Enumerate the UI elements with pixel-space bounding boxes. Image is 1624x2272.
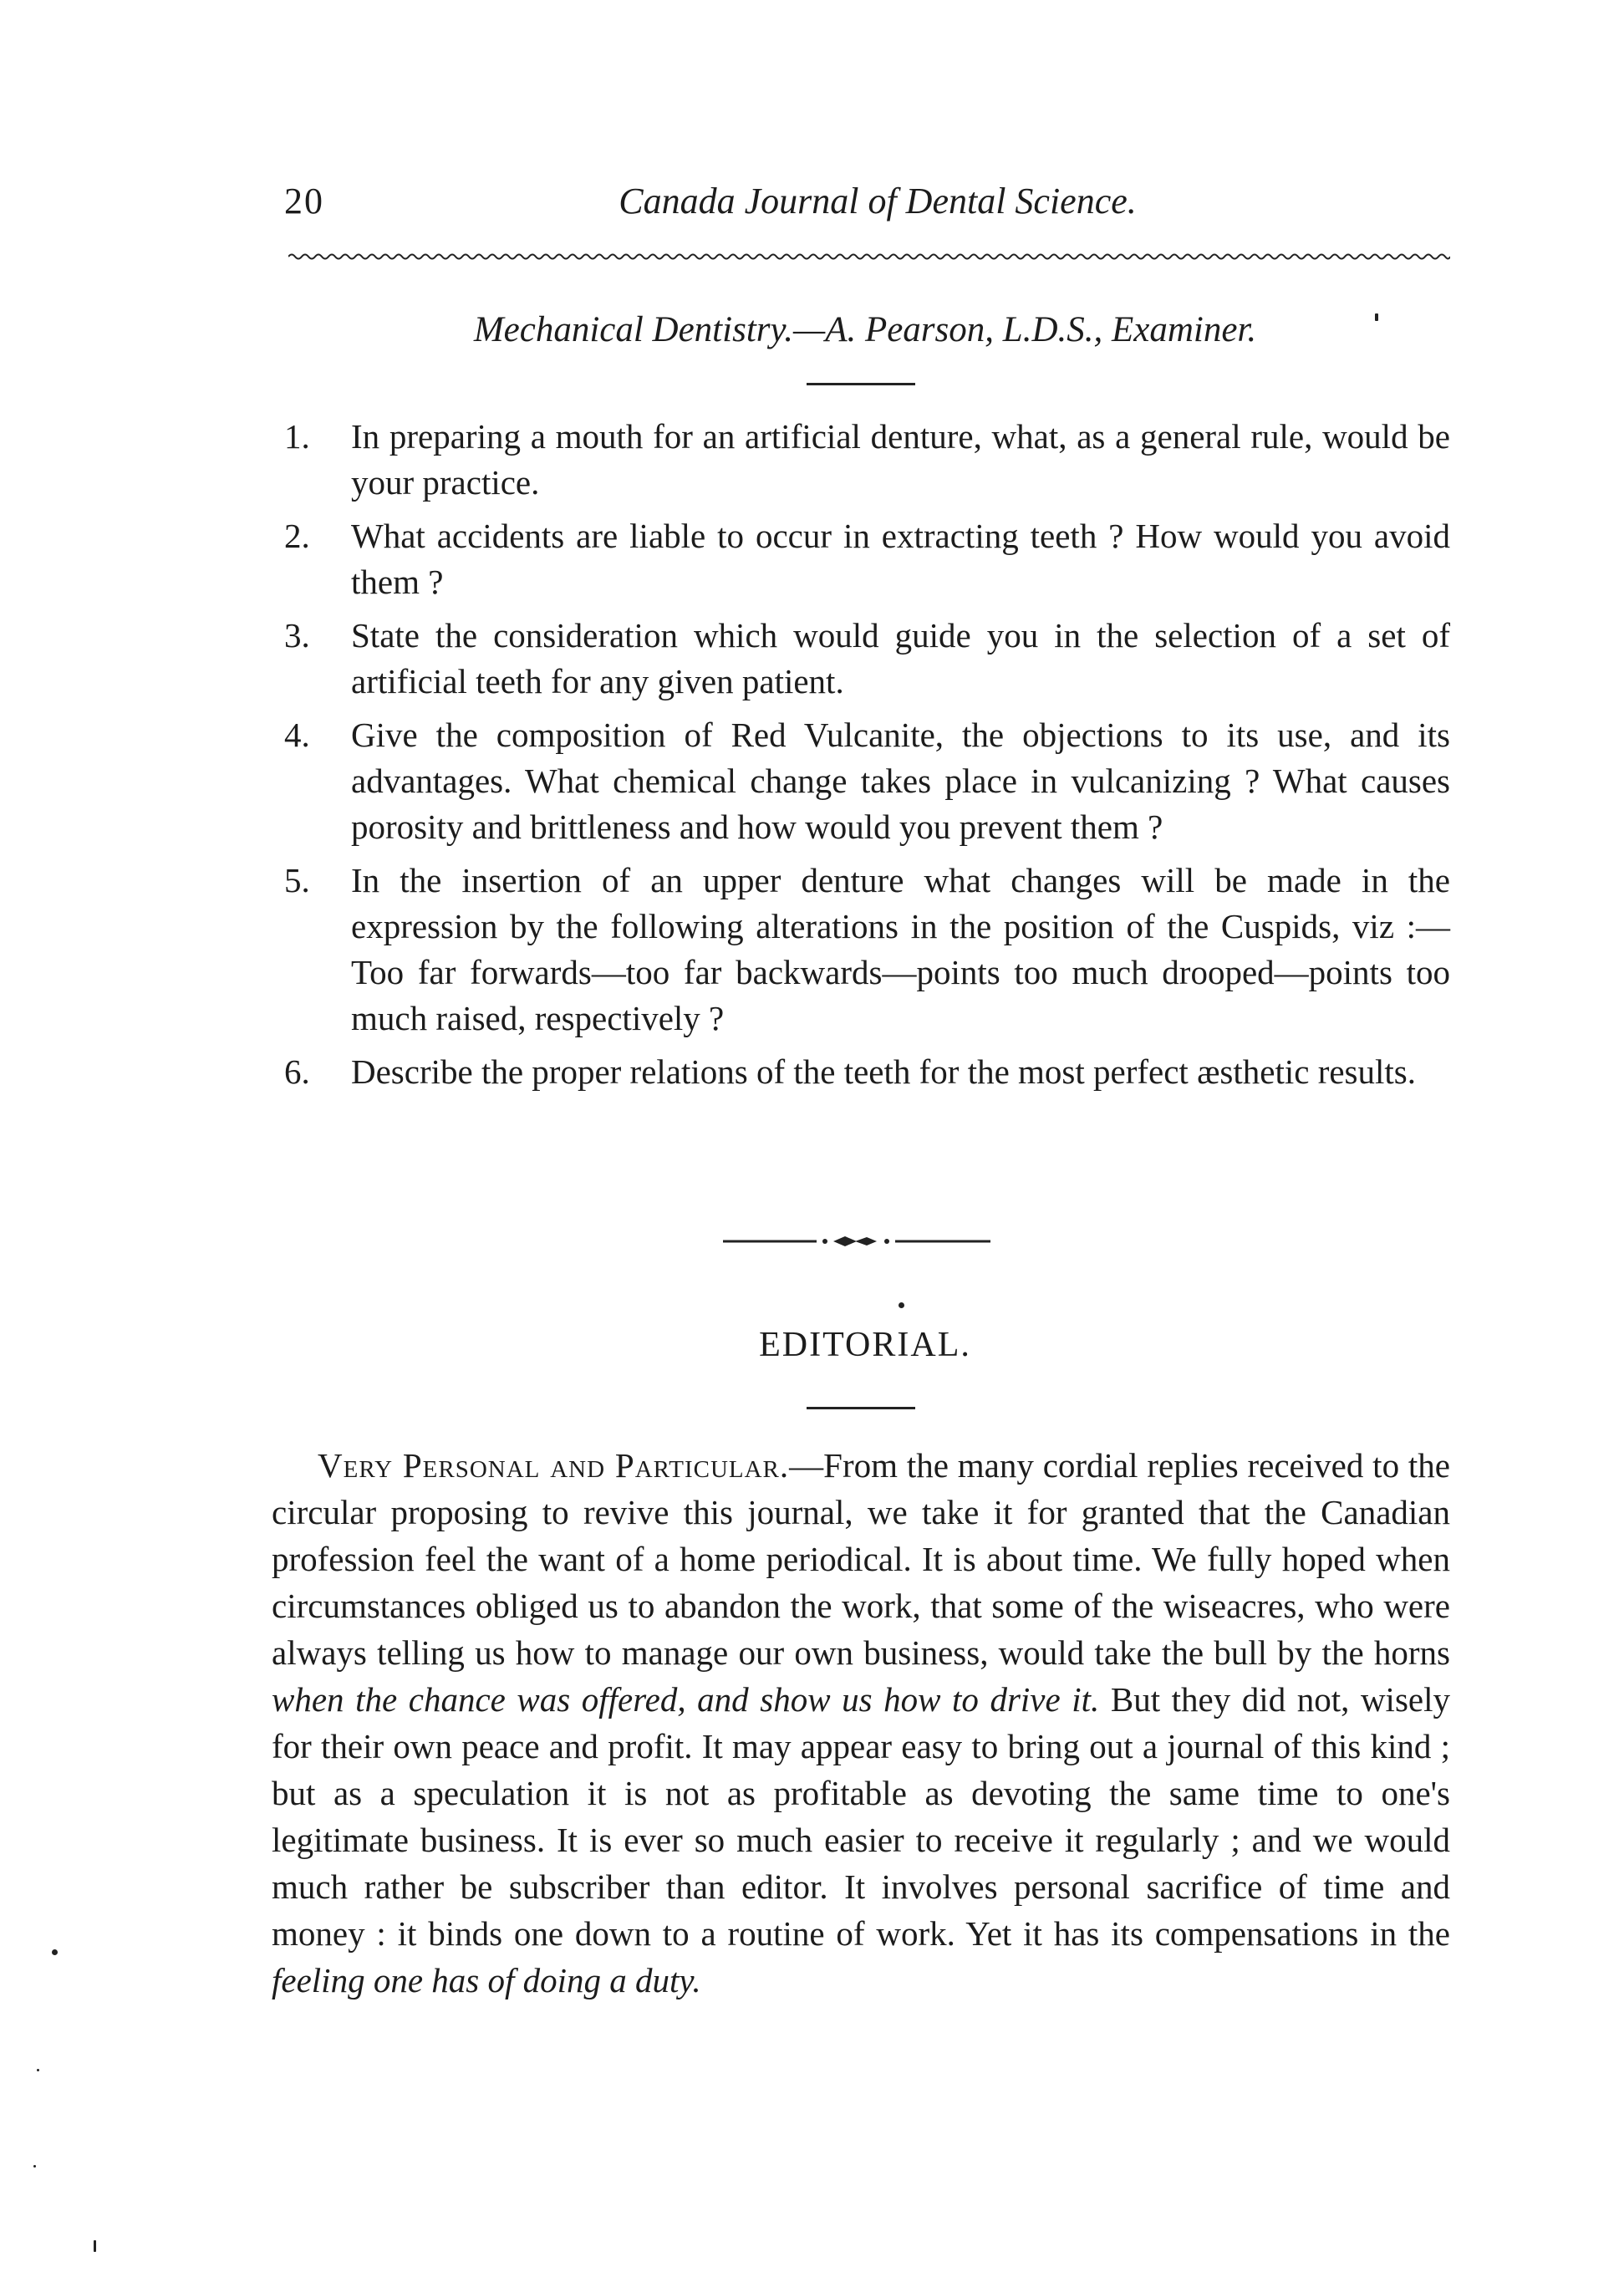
question-text: In preparing a mouth for an artificial denture, what, as a general rule, would be your practice. [351, 417, 1450, 502]
margin-speck [37, 2069, 39, 2071]
question-number: 6. [284, 1052, 310, 1091]
margin-dot [52, 1949, 58, 1955]
editorial-closing-phrase: feeling one has of doing a duty. [272, 1961, 701, 1999]
question-number: 5. [284, 861, 310, 899]
page-number: 20 [284, 181, 324, 222]
editorial-text: —From the many cordial replies received to the circular proposing to revive this journal, we take it for granted that the Canadian profession feel the want of a home periodical. It is about time. We fully hoped when circumstances obliged us to abandon the work, that some of the wiseacres, who were always telling us how to manage our own business, would take the bull by the horns [272, 1446, 1450, 1672]
question-text: In the insertion of an upper denture what changes will be made in the expression by the following alterations in the position of the Cuspids, viz :—Too far forwards—too far backwards—points too much drooped—points too much raised, respectively ? [351, 861, 1450, 1037]
question-number: 4. [284, 716, 310, 754]
wavy-rule [288, 251, 1450, 262]
question-item [284, 513, 1450, 605]
question-item [284, 1049, 1450, 1095]
section-ornament [723, 1233, 990, 1250]
question-item [284, 712, 1450, 850]
question-item [284, 414, 1450, 506]
small-dot [899, 1302, 904, 1308]
question-item [284, 613, 1450, 705]
question-list [284, 414, 1450, 1103]
heading-rule [807, 383, 915, 385]
journal-title: Canada Journal of Dental Science. [619, 181, 1137, 222]
editorial-rule [807, 1407, 915, 1409]
question-text: State the consideration which would guide you in the selection of a set of artificial teeth for any given patient. [351, 616, 1450, 700]
question-number: 3. [284, 616, 310, 655]
question-text: Describe the proper relations of the teeth for the most perfect æsthetic results. [351, 1052, 1416, 1091]
margin-tick [94, 2240, 96, 2252]
question-number: 1. [284, 417, 310, 456]
question-item [284, 858, 1450, 1042]
section-heading: Mechanical Dentistry.—A. Pearson, L.D.S., Examiner. [473, 310, 1257, 349]
question-text: What accidents are liable to occur in extracting teeth ? How would you avoid them ? [351, 517, 1450, 601]
editorial-lead: Very Personal and Particular. [318, 1446, 790, 1485]
editorial-text-continued: But they did not, wisely for their own peace and profit. It may appear easy to bring out a journal of this kind ; but as a speculation it is not as profitable as devoting the same time to one's legitimate business. It is ever so much easier to receive it regularly ; and we would much rather be subscriber than editor. It involves personal sacrifice of time and money : it binds one down to a routine of work. Yet it has its compensations in the [272, 1680, 1450, 1953]
margin-mark [1375, 313, 1378, 321]
running-head [284, 180, 1446, 230]
question-number: 2. [284, 517, 310, 555]
question-text: Give the composition of Red Vulcanite, the objections to its use, and its advantages. What chemical change takes place in vulcanizing ? What causes porosity and brittleness and how would you prevent them ? [351, 716, 1450, 846]
editorial-italic-phrase: when the chance was offered, and show us how to drive it. [272, 1680, 1100, 1719]
editorial-paragraph [272, 1442, 1450, 2004]
margin-speck [33, 2165, 36, 2168]
editorial-title: EDITORIAL. [759, 1326, 971, 1364]
